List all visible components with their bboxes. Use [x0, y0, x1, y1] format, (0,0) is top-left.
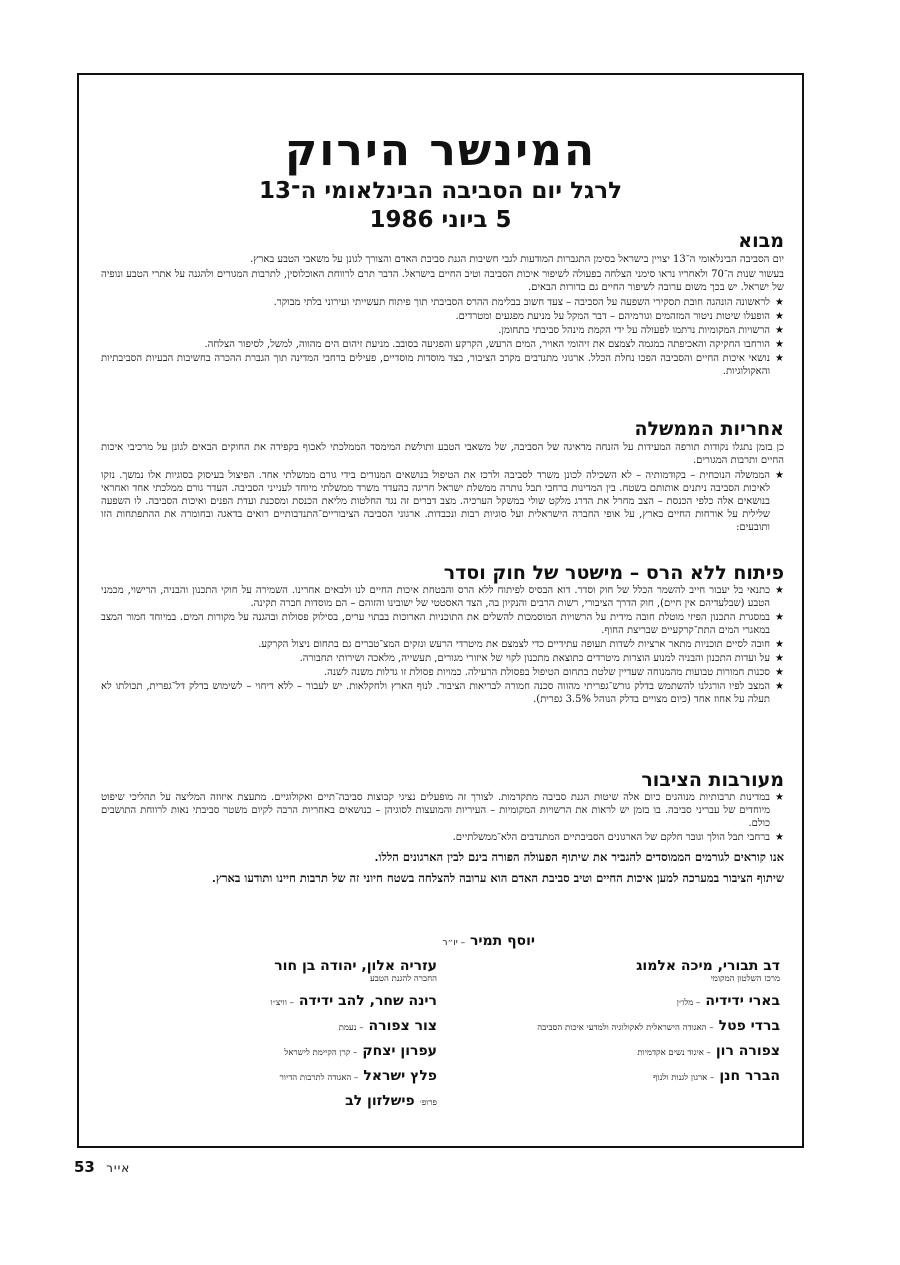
- signatures-right-column: [450, 955, 780, 1090]
- list-item-text: חובה לסיים תוכניות מתאר ארציות לשדות תעופה עתידיים כדי לצמצם את מיטרדי הרעש ונזקים המצ־טברים גם בתחום ניצול הקרקע.: [258, 639, 770, 650]
- list-item: [101, 680, 784, 706]
- list-item: [101, 296, 784, 309]
- signature-affiliation: – נעמת: [338, 1023, 364, 1033]
- closing-statement: אנו קוראים לגורמים הממוסדים להגביר את שיתוף הפעולה הפורה בינם לבין הארגונים הללו.: [374, 850, 784, 864]
- list-item: [101, 638, 784, 651]
- signature-name: דב תבורי, מיכה אלמוג: [636, 958, 780, 974]
- signature-affiliation: – קרן הקיימת לישראל: [284, 1048, 358, 1058]
- signature-name: יוסף תמיר: [469, 933, 535, 949]
- star-bullet-icon: ★: [775, 470, 784, 481]
- signature-name: בארי ידידיה: [705, 993, 780, 1009]
- development-bullet-list: [101, 584, 784, 706]
- page-number: 53: [74, 1158, 95, 1176]
- closing-statement: שיתוף הציבור במערכה למען איכות החיים וטיב סביבת האדם הוא ערובה להצלחה בשטח חיוני זה של תרבות חיינו ותודעו בארץ.: [211, 871, 784, 885]
- list-item-text: ברחבי תבל הולך וגובר חלקם של הארגונים הסביבתיים המתנדבים הלא־ממשלתיים.: [452, 832, 770, 843]
- intro-heading: מבוא: [738, 230, 784, 252]
- signature-entry: [107, 990, 437, 1009]
- signature-name: פלץ ישראל: [363, 1068, 437, 1084]
- list-item-text: במסגרת התכנון הפיזי מוטלת חובה מידית על הרשויות המוסמכות להשלים את התוכניות הארוכות בבתוי ערים, בסילוק פסולות ובהגנה על מקורות המים. במיוחד חמור המצב במאגרי המים התת־קרקעיים שבריצת החוף.: [101, 612, 770, 636]
- signature-name: פישלזון לב: [345, 1093, 415, 1109]
- page-date: 5 ביוני 1986: [369, 207, 512, 233]
- list-item-text: לראשונה הונהגה חובת תסקירי השפעה על הסביבה – צעד חשוב בבלימת ההרס הסביבתי תוך פיתוח תעשייתי ועירוני בלתי מבוקר.: [273, 297, 770, 308]
- star-bullet-icon: ★: [775, 311, 784, 322]
- signature-role: – יו״ר: [442, 938, 466, 948]
- development-section: [101, 562, 784, 707]
- signature-name: הברר חנן: [719, 1068, 780, 1084]
- intro-section: [101, 230, 784, 379]
- signature-entry: [107, 1065, 437, 1084]
- list-item: [101, 310, 784, 323]
- star-bullet-icon: ★: [775, 585, 784, 596]
- list-item-text: הממשלה הנוכחית – בקודמותיה – לא השכילה לכונן משרד לסביבה ולרכז את הטיפול בנושאים המנורים בידי גורם ממשלתי אחד. הפיצול בעיסוק בסוגיות אלו נמשך. נזקו לאיכות הסביבה ניתנים אותותם בשטח. בין המדינות ברחבי תבל נותרה ממשלת ישראל חריגה בהעדר משרד ממשלתי מיוחד לענייני הסביבה. העדר גורם ממלכתי אחד ואחראי בנושאים אלה כלפי הכנסת – הצב מחרל את הדרג מלקט שולי במשקל הערכיה. מצב דברים זה נגד החלטות מליאת הכנסת ומסכנת ועדת הפנים ואיכות הסביבה. לו השפעה שלילית על אורחות החיים בארץ, על אופי החברה הישראלית ועל סוגיות רבות ונכבדות. ארגוני הסביבה הציבוריים־התנדבותיים רואים בדאגה ובחומרה את ההתפתחות הזו ותובעים:: [101, 470, 770, 533]
- list-item: [101, 831, 784, 844]
- list-item-text: הורחבו החקיקה והאכיפתה במגמה לצמצם את זיהומי האויר, המים הרעש, הקרקע והפגיעה בסובב. מניעת זיהום הים מהווה, למשל, לסיפור הצלחה.: [204, 339, 770, 350]
- development-heading: פיתוח ללא הרס – מישטר של חוק וסדר: [443, 562, 784, 584]
- list-item: [101, 666, 784, 679]
- signature-entry: [107, 1015, 437, 1034]
- signatures-block: [107, 933, 780, 1123]
- signature-entry: [107, 955, 437, 984]
- intro-paragraph: יום הסביבה הבינלאומי ה־13 יצויין בישראל בסימן התגברות המודעות לגבי חשיבות הגנת סביבת האדם והצורך לגונן על משאבי הטבע בארץ.: [250, 254, 784, 265]
- public-section: [101, 769, 784, 892]
- list-item: [101, 469, 784, 534]
- star-bullet-icon: ★: [775, 639, 784, 650]
- star-bullet-icon: ★: [775, 792, 784, 803]
- list-item-text: על ועדות התכנון והבניה למנוע הוצרות מיטרדים כתוצאת מתכנון לקוי של איזורי מגורים, תעשייה, מלאכה ושירותי תחבורה.: [299, 653, 770, 664]
- signature-name: ברדי פטל: [718, 1018, 780, 1034]
- list-item-text: כתנאי בל יעבור חייב להשמר הכלל של חוק וסדר. דוא הבסיס לפיתוח ללא הרס והבטחת איכות החיים לנו ולבאים אחרינו. השמירה על חוקי התכנון והבניה, הרישוי, מכמני הטבע (שבלעדיהם אין חיים), חוק הדרך הציבורי, רשות הרבים והנקיון בה, הצד האסטטי של ישובינו והזוהם – הם מוסדות חברה תקינה.: [101, 585, 770, 609]
- signature-name: רינה שחר, להב ידידה: [298, 993, 437, 1009]
- intro-paragraph: בעשור שנות ה־70 ולאחריו נראו סימני הצלחה בפעולה לשיפור איכות הסביבה וטיב החיים בישראל. הדבר תרם לרווחת האוכלוסין, לתרבות המגורים ולהגנה על אתרי הטבע ונופיה של ישראל. יש בכך משום ערובה לשיפור החיים גם בדורות הבאים.: [101, 269, 784, 293]
- signature-affiliation: – ארגון לגנות ולנוף: [653, 1073, 715, 1083]
- signature-affiliation: פרופ׳: [419, 1098, 437, 1108]
- list-item: [101, 352, 784, 378]
- list-item: [101, 652, 784, 665]
- signature-name: עזריה אלון, יהודה בן חור: [274, 958, 437, 974]
- star-bullet-icon: ★: [775, 653, 784, 664]
- list-item: [101, 338, 784, 351]
- signature-name: עפרון יצחק: [362, 1043, 437, 1059]
- signature-affiliation: – האגודה הישראלית לאקולוגיה ולמדעי איכות הסביבה: [537, 1023, 714, 1033]
- signature-entry: [450, 990, 780, 1009]
- signature-entry: [107, 1040, 437, 1059]
- intro-bullet-list: [101, 296, 784, 378]
- list-item-text: נושאי איכות החיים והסביבה הפכו נחלת הכלל. ארגוני מתנדבים מקרב הציבור, בצד מוסדות מוסדיים, פעילים ברחבי המדינה תוך הגברת ההכרה בחשיבות הבעיות הסביבתיות והאקולוגיות.: [101, 353, 770, 377]
- list-item: [101, 791, 784, 830]
- list-item-text: הרשויות המקומיות נרתמו לפעולה על ידי הקמת מינהל סביבתי בתחומן.: [498, 325, 770, 336]
- star-bullet-icon: ★: [775, 325, 784, 336]
- page-title: המינשר הירוק: [284, 125, 597, 176]
- list-item-text: במדינות תרבותיות מנוהגים כיום אלה שיטות הגנת סביבה מתקדמות. לצורך זה מופעלים נציגי קבוצות סביבה־תיים ואקולוגיים. מתעצת איזוזה המליצה על תהליכי שיפוט מיוחדים של עבריני סביבה. בו בזמן יש לראות את הרשויות המקומיות – העיריות והמועצות לסוגיהן – כנושאים באחריות הרבה לקיום משטר סביבתי נאות לרווחת התושבים כולם.: [101, 792, 770, 829]
- public-bullet-list: [101, 791, 784, 844]
- signature-chair: [442, 933, 535, 949]
- list-item: [101, 611, 784, 637]
- page-subtitle: לרגל יום הסביבה הבינלאומי ה־13: [258, 178, 623, 204]
- signature-entry: [450, 1065, 780, 1084]
- signature-affiliation: מרכז השלטון המקומי: [710, 974, 780, 984]
- signature-affiliation: – וויצ״ו: [270, 998, 294, 1008]
- document-frame: [77, 73, 804, 1148]
- star-bullet-icon: ★: [775, 339, 784, 350]
- star-bullet-icon: ★: [775, 667, 784, 678]
- signature-entry: [450, 955, 780, 984]
- document-body: [79, 75, 802, 1146]
- public-heading: מעורבות הציבור: [641, 769, 784, 791]
- star-bullet-icon: ★: [775, 681, 784, 692]
- signature-affiliation: החברה להגנת הטבע: [369, 974, 437, 984]
- government-bullet-list: [101, 469, 784, 534]
- signature-affiliation: – מלו״ן: [676, 998, 701, 1008]
- list-item-text: הופעלו שיטות ניטור המזהמים וגורמיהם – דבר המקל על מניעת מפגעים ומטרדים.: [455, 311, 770, 322]
- page-footer: [74, 1158, 130, 1176]
- signature-affiliation: – איגוד נשים אקדמיות: [637, 1048, 711, 1058]
- signature-entry: [450, 1040, 780, 1059]
- government-section: [101, 418, 784, 535]
- list-item: [101, 324, 784, 337]
- government-paragraph: כן בזמן נתגלו נקודות תורפה המעידות על הזנחה מדאיגה של הסביבה, של משאבי הטבע ותולשת המימסד הממלכתי לאכוף בקפידה את החוקים הבאים לגונן על מרכיבי איכות החיים ותרבות המגורים.: [101, 442, 784, 466]
- signature-name: צפורה רון: [715, 1043, 780, 1059]
- signature-entry: [107, 1090, 437, 1109]
- star-bullet-icon: ★: [775, 353, 784, 364]
- signature-name: צור צפורה: [368, 1018, 437, 1034]
- star-bullet-icon: ★: [775, 297, 784, 308]
- magazine-issue: אייר: [106, 1161, 131, 1175]
- list-item-text: המצב לפיו הורגלנו להשתמש בדלק גורש־גפריתי מהווה סכנה חמורה לבריאות הציבור. לנוף הארץ ולחקלאות. יש לעבור – ללא דיחוי – לשימוש בדלק דל־גפרית, תכולתו לא תעלה על אחוז אחד (כיום מצויים בדלק הנוהל 3.5% גפרית).: [101, 681, 770, 705]
- government-heading: אחריות הממשלה: [634, 418, 784, 440]
- list-item-text: סכנות חמורות טבועות מהמנוחה שעדיין שלטת בתחום הטיפול בפסולת הרעילה. כמויות פסולת זו גדלות משנה לשנה.: [323, 667, 770, 678]
- star-bullet-icon: ★: [775, 612, 784, 623]
- signature-affiliation: – האגודה לתרבות הדיור: [279, 1073, 359, 1083]
- signature-entry: [450, 1015, 780, 1034]
- signatures-left-column: [107, 955, 437, 1115]
- list-item: [101, 584, 784, 610]
- star-bullet-icon: ★: [775, 832, 784, 843]
